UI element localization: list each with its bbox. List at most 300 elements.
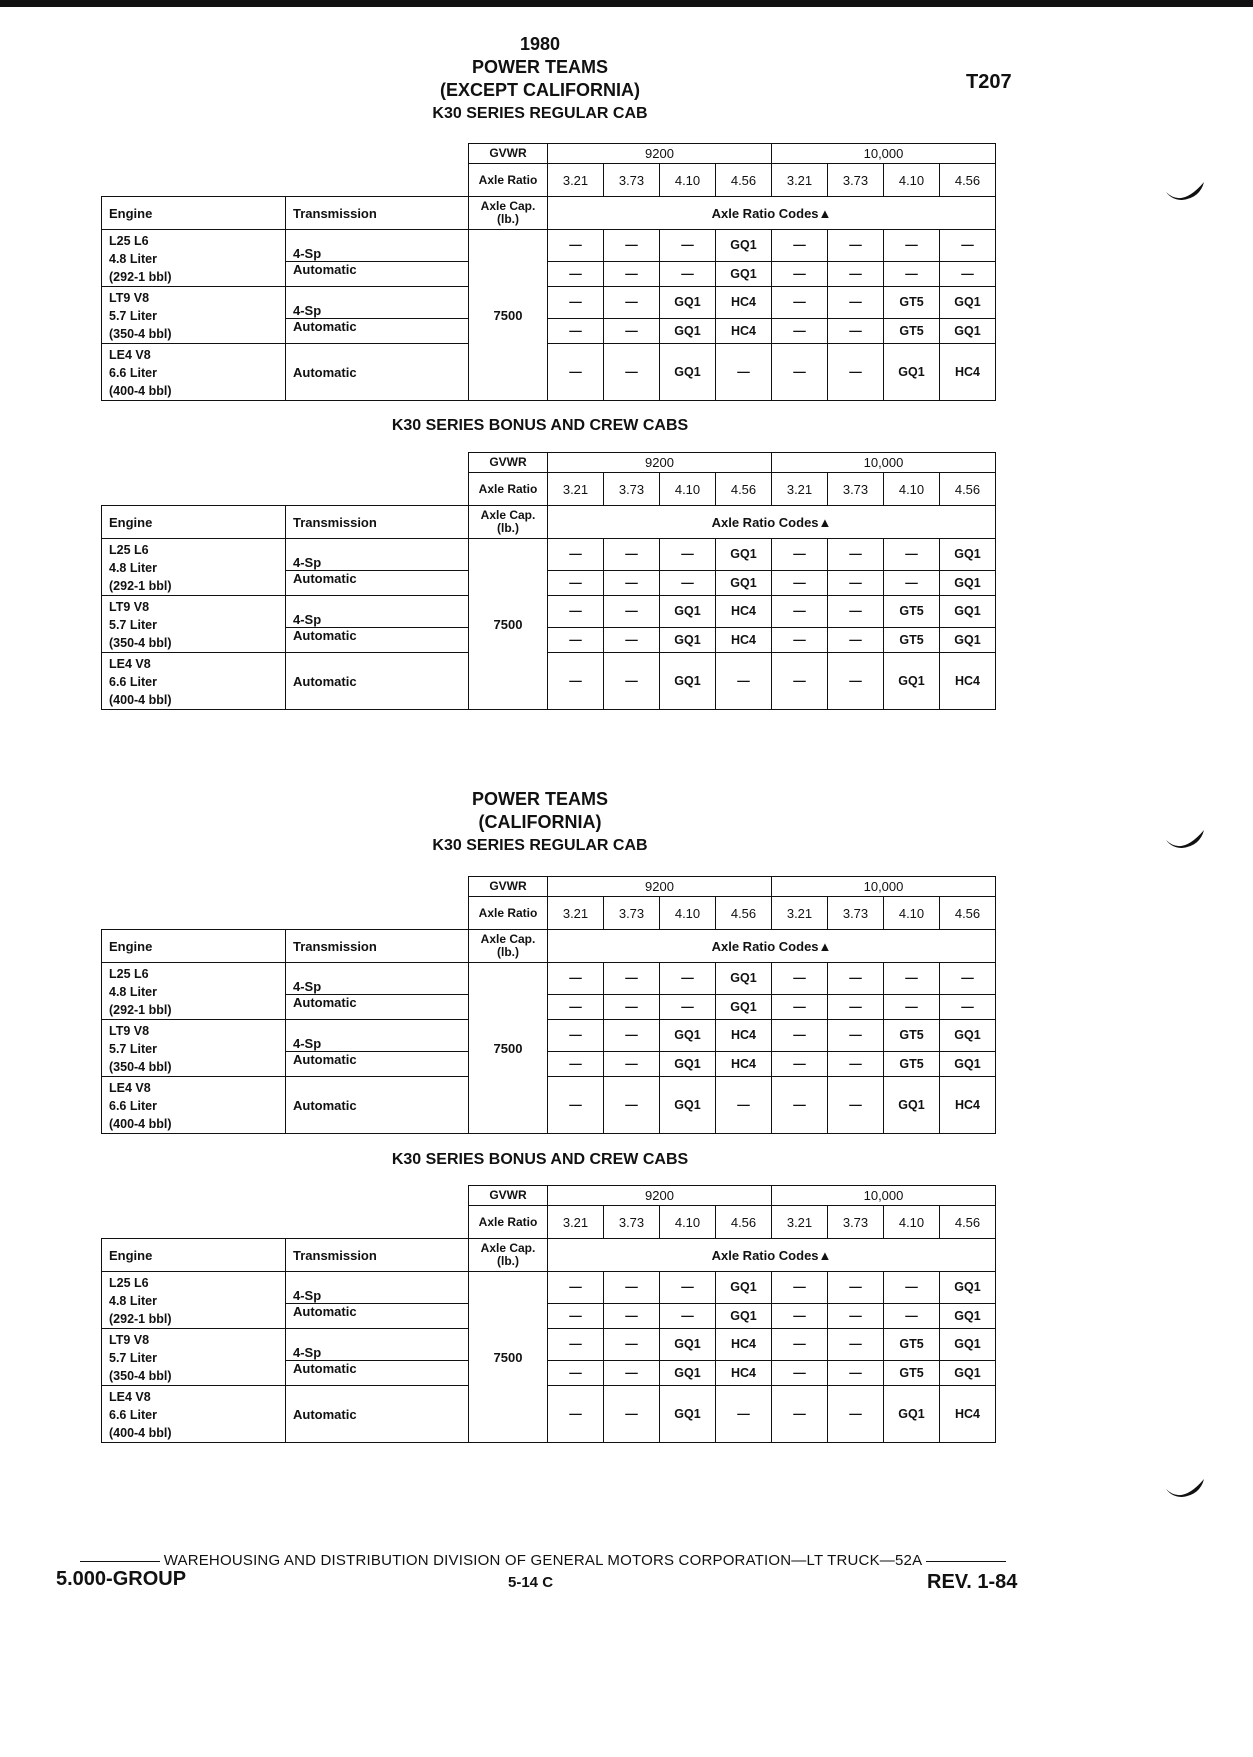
blank-cell (102, 453, 469, 473)
axle-ratio-code: — (828, 627, 884, 652)
axle-ratio-code: — (716, 653, 772, 710)
transmission-cell: Automatic (286, 653, 469, 710)
axle-ratio-code: — (772, 539, 828, 571)
axle-ratio-code: — (772, 1386, 828, 1443)
axle-ratio-code: GT5 (884, 1020, 940, 1052)
axle-ratio-codes-header: Axle Ratio Codes▲ (548, 506, 996, 539)
axle-ratio-code: — (604, 230, 660, 262)
engine-line3: (292-1 bbl) (109, 1003, 172, 1017)
axle-ratio-code: GQ1 (660, 627, 716, 652)
axle-ratio-code: — (548, 653, 604, 710)
engine-line3: (350-4 bbl) (109, 636, 172, 650)
axle-ratio-value: 3.21 (772, 164, 828, 197)
engine-line2: 4.8 Liter (109, 985, 157, 999)
axle-ratio-value: 4.10 (884, 473, 940, 506)
axle-ratio-code: GT5 (884, 596, 940, 628)
axle-ratio-value: 4.10 (884, 1206, 940, 1239)
axle-ratio-code: GQ1 (660, 287, 716, 319)
gvwr-value-9200: 9200 (548, 877, 772, 897)
axle-ratio-code: — (604, 1329, 660, 1361)
footer-revision: REV. 1-84 (927, 1571, 1018, 1593)
transmission-cell: Automatic (286, 261, 469, 286)
axle-ratio-code: GQ1 (940, 1303, 996, 1328)
table-row (102, 539, 996, 571)
axle-ratio-code: — (660, 1303, 716, 1328)
footer-group: 5.000-GROUP (56, 1568, 187, 1590)
axle-ratio-code: — (604, 627, 660, 652)
engine-line3: (400-4 bbl) (109, 384, 172, 398)
blank-cell (102, 1206, 469, 1239)
engine-line1: L25 L6 (109, 1276, 149, 1290)
axle-capacity-label: Axle Cap. (lb.) (469, 506, 548, 539)
axle-ratio-code: — (884, 539, 940, 571)
engine-line1: LE4 V8 (109, 1390, 151, 1404)
engine-cell (102, 596, 286, 653)
engine-line2: 6.6 Liter (109, 675, 157, 689)
transmission-cell: Automatic (286, 1303, 469, 1328)
axle-ratio-codes-header: Axle Ratio Codes▲ (548, 930, 996, 963)
axle-ratio-code: GQ1 (660, 344, 716, 401)
axle-ratio-code: GQ1 (660, 596, 716, 628)
axle-ratio-code: — (660, 261, 716, 286)
california-heading: (CALIFORNIA) (478, 812, 602, 832)
axle-ratio-label: Axle Ratio (469, 1206, 548, 1239)
axle-ratio-code: GQ1 (660, 318, 716, 343)
axle-ratio-code: HC4 (940, 344, 996, 401)
engine-line3: (350-4 bbl) (109, 1060, 172, 1074)
axle-ratio-code: GQ1 (660, 1386, 716, 1443)
engine-line3: (400-4 bbl) (109, 1117, 172, 1131)
axle-ratio-value: 3.21 (772, 897, 828, 930)
blank-cell (102, 473, 469, 506)
axle-ratio-code: — (604, 318, 660, 343)
axle-ratio-code: GQ1 (716, 230, 772, 262)
engine-line3: (400-4 bbl) (109, 1426, 172, 1440)
gvwr-value-10000: 10,000 (772, 877, 996, 897)
power-team-table-3 (101, 876, 996, 1134)
axle-ratio-code: — (772, 1051, 828, 1076)
engine-line3: (350-4 bbl) (109, 1369, 172, 1383)
axle-ratio-code: — (660, 570, 716, 595)
axle-ratio-code: — (604, 994, 660, 1019)
axle-ratio-code: GQ1 (884, 344, 940, 401)
axle-ratio-code: HC4 (716, 1020, 772, 1052)
footer-page-number: 5-14 C (508, 1574, 554, 1591)
axle-ratio-code: — (884, 994, 940, 1019)
axle-ratio-value: 3.73 (604, 1206, 660, 1239)
axle-ratio-code: GQ1 (660, 1329, 716, 1361)
axle-ratio-code: — (828, 1272, 884, 1304)
transmission-cell: Automatic (286, 994, 469, 1019)
axle-ratio-code: — (660, 230, 716, 262)
transmission-cell: 4-Sp (286, 963, 469, 995)
axle-ratio-code: — (548, 539, 604, 571)
transmission-cell: 4-Sp (286, 1272, 469, 1304)
axle-ratio-code: — (772, 596, 828, 628)
axle-ratio-code: — (604, 1303, 660, 1328)
axle-ratio-code: — (604, 1272, 660, 1304)
gvwr-value-9200: 9200 (548, 453, 772, 473)
axle-ratio-code: HC4 (716, 1051, 772, 1076)
axle-ratio-code: — (548, 318, 604, 343)
power-teams-heading-2: POWER TEAMS (471, 789, 608, 809)
engine-cell (102, 963, 286, 1020)
axle-ratio-code: — (604, 1386, 660, 1443)
axle-ratio-code: — (604, 653, 660, 710)
axle-ratio-code: — (548, 1272, 604, 1304)
axle-ratio-code: GQ1 (716, 570, 772, 595)
axle-ratio-code: — (772, 1020, 828, 1052)
blank-cell (102, 164, 469, 197)
axle-ratio-code: — (772, 318, 828, 343)
engine-line2: 5.7 Liter (109, 618, 157, 632)
engine-line3: (292-1 bbl) (109, 579, 172, 593)
engine-line2: 4.8 Liter (109, 252, 157, 266)
axle-ratio-code: GQ1 (716, 994, 772, 1019)
series-heading-2: K30 SERIES REGULAR CAB (432, 837, 648, 854)
axle-ratio-code: — (604, 596, 660, 628)
axle-ratio-code: — (772, 230, 828, 262)
axle-capacity-label: Axle Cap. (lb.) (469, 930, 548, 963)
axle-ratio-code: — (828, 1360, 884, 1385)
engine-line1: LT9 V8 (109, 600, 150, 614)
engine-line3: (350-4 bbl) (109, 327, 172, 341)
axle-ratio-code: GQ1 (884, 1077, 940, 1134)
axle-ratio-code: — (828, 1020, 884, 1052)
axle-ratio-code: — (548, 570, 604, 595)
transmission-column-header: Transmission (286, 930, 469, 963)
axle-ratio-code: GQ1 (884, 1386, 940, 1443)
axle-ratio-code: — (772, 653, 828, 710)
axle-ratio-code: — (884, 963, 940, 995)
table-row (102, 344, 996, 401)
axle-ratio-value: 4.10 (660, 164, 716, 197)
axle-ratio-label: Axle Ratio (469, 473, 548, 506)
table-row (102, 653, 996, 710)
axle-ratio-code: GT5 (884, 1329, 940, 1361)
axle-ratio-code: — (884, 1272, 940, 1304)
axle-ratio-code: — (828, 596, 884, 628)
axle-ratio-value: 4.56 (940, 897, 996, 930)
axle-ratio-code: — (716, 1386, 772, 1443)
engine-line1: L25 L6 (109, 967, 149, 981)
binder-hole-icon (1162, 170, 1210, 210)
axle-ratio-code: — (828, 261, 884, 286)
table-row (102, 1386, 996, 1443)
table-row (102, 1020, 996, 1052)
axle-ratio-code: GT5 (884, 287, 940, 319)
transmission-cell: Automatic (286, 627, 469, 652)
axle-ratio-code: — (828, 318, 884, 343)
axle-ratio-value: 4.56 (716, 164, 772, 197)
transmission-cell: Automatic (286, 1077, 469, 1134)
axle-ratio-code: — (548, 963, 604, 995)
engine-line2: 4.8 Liter (109, 1294, 157, 1308)
axle-ratio-code: HC4 (940, 1386, 996, 1443)
axle-ratio-code: — (828, 1077, 884, 1134)
axle-ratio-code: GQ1 (660, 653, 716, 710)
axle-ratio-value: 3.21 (548, 897, 604, 930)
transmission-cell: 4-Sp (286, 539, 469, 571)
axle-ratio-value: 4.56 (940, 1206, 996, 1239)
engine-line3: (292-1 bbl) (109, 1312, 172, 1326)
axle-ratio-code: — (772, 1360, 828, 1385)
axle-ratio-code: GQ1 (716, 1272, 772, 1304)
axle-ratio-code: GQ1 (940, 1020, 996, 1052)
table-row (102, 230, 996, 262)
engine-column-header: Engine (102, 930, 286, 963)
axle-ratio-value: 3.21 (548, 164, 604, 197)
year-heading: 1980 (519, 34, 561, 54)
axle-ratio-code: — (660, 994, 716, 1019)
axle-ratio-code: GT5 (884, 318, 940, 343)
axle-ratio-code: — (660, 963, 716, 995)
axle-ratio-code: — (772, 1329, 828, 1361)
axle-ratio-code: GQ1 (660, 1360, 716, 1385)
axle-ratio-code: — (604, 261, 660, 286)
engine-cell (102, 1329, 286, 1386)
axle-ratio-code: — (660, 1272, 716, 1304)
gvwr-label: GVWR (469, 453, 548, 473)
axle-ratio-code: — (940, 230, 996, 262)
axle-ratio-code: — (604, 344, 660, 401)
axle-ratio-code: GQ1 (940, 1272, 996, 1304)
axle-ratio-code: — (604, 1360, 660, 1385)
gvwr-value-10000: 10,000 (772, 453, 996, 473)
axle-ratio-code: — (772, 570, 828, 595)
axle-ratio-code: — (772, 994, 828, 1019)
engine-line1: LE4 V8 (109, 348, 151, 362)
axle-ratio-code: — (772, 287, 828, 319)
axle-ratio-code: — (548, 1020, 604, 1052)
bonus-crew-heading-2: K30 SERIES BONUS AND CREW CABS (391, 1151, 689, 1168)
axle-ratio-code: — (828, 653, 884, 710)
axle-ratio-code: — (772, 344, 828, 401)
axle-ratio-code: GQ1 (940, 1329, 996, 1361)
axle-ratio-code: — (828, 1386, 884, 1443)
axle-ratio-value: 3.73 (828, 897, 884, 930)
axle-ratio-code: GT5 (884, 1360, 940, 1385)
axle-ratio-value: 3.73 (828, 473, 884, 506)
engine-line1: LE4 V8 (109, 657, 151, 671)
table-row (102, 1077, 996, 1134)
axle-ratio-code: — (548, 230, 604, 262)
engine-line1: L25 L6 (109, 543, 149, 557)
axle-ratio-code: — (828, 1051, 884, 1076)
axle-ratio-code: — (604, 1020, 660, 1052)
axle-ratio-code: — (940, 261, 996, 286)
power-team-table-1 (101, 143, 996, 401)
engine-line2: 5.7 Liter (109, 309, 157, 323)
top-border-line (0, 0, 1253, 7)
power-team-table-2 (101, 452, 996, 710)
transmission-cell: Automatic (286, 1051, 469, 1076)
engine-line2: 5.7 Liter (109, 1351, 157, 1365)
transmission-cell: 4-Sp (286, 1329, 469, 1361)
axle-ratio-code: GQ1 (716, 963, 772, 995)
axle-ratio-label: Axle Ratio (469, 897, 548, 930)
axle-ratio-code: — (772, 1272, 828, 1304)
axle-ratio-value: 4.56 (940, 164, 996, 197)
gvwr-label: GVWR (469, 1186, 548, 1206)
engine-cell (102, 287, 286, 344)
axle-ratio-code: GQ1 (660, 1020, 716, 1052)
axle-ratio-code: GQ1 (940, 627, 996, 652)
axle-ratio-value: 4.10 (884, 164, 940, 197)
axle-ratio-code: — (828, 1329, 884, 1361)
engine-line2: 6.6 Liter (109, 1408, 157, 1422)
axle-ratio-code: GQ1 (940, 570, 996, 595)
axle-capacity-value: 7500 (469, 539, 548, 710)
axle-ratio-code: — (548, 287, 604, 319)
engine-line2: 6.6 Liter (109, 366, 157, 380)
axle-ratio-code: — (940, 994, 996, 1019)
axle-ratio-value: 3.73 (828, 1206, 884, 1239)
axle-capacity-value: 7500 (469, 1272, 548, 1443)
engine-cell (102, 1020, 286, 1077)
engine-line1: LT9 V8 (109, 1024, 150, 1038)
axle-ratio-label: Axle Ratio (469, 164, 548, 197)
axle-ratio-code: HC4 (716, 1360, 772, 1385)
document-number: T207 (966, 71, 1012, 93)
engine-line2: 5.7 Liter (109, 1042, 157, 1056)
axle-ratio-code: GQ1 (940, 539, 996, 571)
axle-ratio-code: — (604, 287, 660, 319)
power-teams-heading: POWER TEAMS (471, 57, 608, 77)
axle-ratio-code: GQ1 (940, 318, 996, 343)
axle-ratio-code: — (828, 287, 884, 319)
axle-ratio-code: — (548, 344, 604, 401)
binder-hole-icon (1162, 1467, 1210, 1507)
axle-ratio-value: 3.21 (772, 473, 828, 506)
axle-ratio-value: 3.21 (772, 1206, 828, 1239)
engine-line1: LE4 V8 (109, 1081, 151, 1095)
axle-capacity-label: Axle Cap. (lb.) (469, 197, 548, 230)
gvwr-value-9200: 9200 (548, 1186, 772, 1206)
axle-ratio-value: 3.21 (548, 1206, 604, 1239)
blank-cell (102, 877, 469, 897)
blank-cell (102, 897, 469, 930)
transmission-cell: 4-Sp (286, 596, 469, 628)
gvwr-value-9200: 9200 (548, 144, 772, 164)
axle-ratio-code: — (828, 230, 884, 262)
axle-ratio-code: — (772, 963, 828, 995)
axle-ratio-code: — (716, 1077, 772, 1134)
axle-ratio-code: — (548, 627, 604, 652)
axle-ratio-code: — (828, 1303, 884, 1328)
axle-ratio-code: GQ1 (660, 1077, 716, 1134)
engine-cell (102, 230, 286, 287)
footer-division-text: WAREHOUSING AND DISTRIBUTION DIVISION OF GENERAL MOTORS CORPORATION—LT TRUCK—52A (163, 1552, 923, 1569)
gvwr-label: GVWR (469, 877, 548, 897)
engine-cell (102, 344, 286, 401)
axle-ratio-code: — (548, 1386, 604, 1443)
axle-ratio-value: 4.10 (660, 473, 716, 506)
axle-ratio-code: HC4 (716, 287, 772, 319)
axle-ratio-value: 3.73 (828, 164, 884, 197)
transmission-cell: Automatic (286, 570, 469, 595)
table-row (102, 1329, 996, 1361)
transmission-cell: Automatic (286, 1386, 469, 1443)
axle-ratio-code: — (548, 1077, 604, 1134)
engine-cell (102, 1272, 286, 1329)
transmission-column-header: Transmission (286, 197, 469, 230)
axle-ratio-code: — (548, 1051, 604, 1076)
table-row (102, 287, 996, 319)
table-row (102, 1272, 996, 1304)
engine-cell (102, 539, 286, 596)
axle-ratio-value: 3.73 (604, 164, 660, 197)
axle-ratio-code: HC4 (940, 653, 996, 710)
axle-ratio-code: — (604, 570, 660, 595)
axle-ratio-code: GQ1 (940, 1360, 996, 1385)
transmission-column-header: Transmission (286, 1239, 469, 1272)
axle-ratio-value: 3.73 (604, 473, 660, 506)
axle-ratio-code: GQ1 (716, 539, 772, 571)
axle-ratio-code: — (884, 570, 940, 595)
transmission-column-header: Transmission (286, 506, 469, 539)
engine-line1: LT9 V8 (109, 1333, 150, 1347)
axle-ratio-code: — (604, 1051, 660, 1076)
axle-ratio-code: — (828, 994, 884, 1019)
footer-rule-right (926, 1561, 1006, 1562)
axle-ratio-codes-header: Axle Ratio Codes▲ (548, 197, 996, 230)
axle-ratio-code: — (604, 963, 660, 995)
axle-ratio-code: — (660, 539, 716, 571)
axle-ratio-code: — (884, 261, 940, 286)
axle-ratio-code: — (828, 539, 884, 571)
axle-ratio-code: — (548, 994, 604, 1019)
engine-line2: 6.6 Liter (109, 1099, 157, 1113)
axle-ratio-code: — (548, 1303, 604, 1328)
axle-capacity-value: 7500 (469, 230, 548, 401)
axle-ratio-value: 4.56 (716, 1206, 772, 1239)
footer-division-line (58, 1552, 1028, 1569)
axle-ratio-code: HC4 (716, 596, 772, 628)
bonus-crew-heading-1: K30 SERIES BONUS AND CREW CABS (391, 417, 689, 434)
gvwr-value-10000: 10,000 (772, 1186, 996, 1206)
axle-ratio-code: — (604, 1077, 660, 1134)
binder-hole-icon (1162, 818, 1210, 858)
axle-ratio-code: GQ1 (884, 653, 940, 710)
blank-cell (102, 1186, 469, 1206)
transmission-cell: 4-Sp (286, 230, 469, 262)
axle-ratio-code: HC4 (716, 318, 772, 343)
engine-cell (102, 653, 286, 710)
transmission-cell: Automatic (286, 318, 469, 343)
engine-line3: (292-1 bbl) (109, 270, 172, 284)
engine-column-header: Engine (102, 506, 286, 539)
power-team-table-4 (101, 1185, 996, 1443)
axle-ratio-value: 3.21 (548, 473, 604, 506)
axle-ratio-code: — (772, 1077, 828, 1134)
axle-ratio-code: GQ1 (940, 596, 996, 628)
engine-line3: (400-4 bbl) (109, 693, 172, 707)
axle-ratio-code: — (548, 1360, 604, 1385)
axle-ratio-code: — (548, 596, 604, 628)
axle-ratio-codes-header: Axle Ratio Codes▲ (548, 1239, 996, 1272)
gvwr-value-10000: 10,000 (772, 144, 996, 164)
axle-ratio-code: GT5 (884, 627, 940, 652)
axle-ratio-value: 4.10 (660, 897, 716, 930)
axle-ratio-value: 4.56 (716, 473, 772, 506)
gvwr-label: GVWR (469, 144, 548, 164)
axle-ratio-code: — (716, 344, 772, 401)
axle-ratio-value: 4.10 (660, 1206, 716, 1239)
engine-column-header: Engine (102, 1239, 286, 1272)
axle-ratio-value: 4.56 (716, 897, 772, 930)
axle-ratio-code: GQ1 (660, 1051, 716, 1076)
